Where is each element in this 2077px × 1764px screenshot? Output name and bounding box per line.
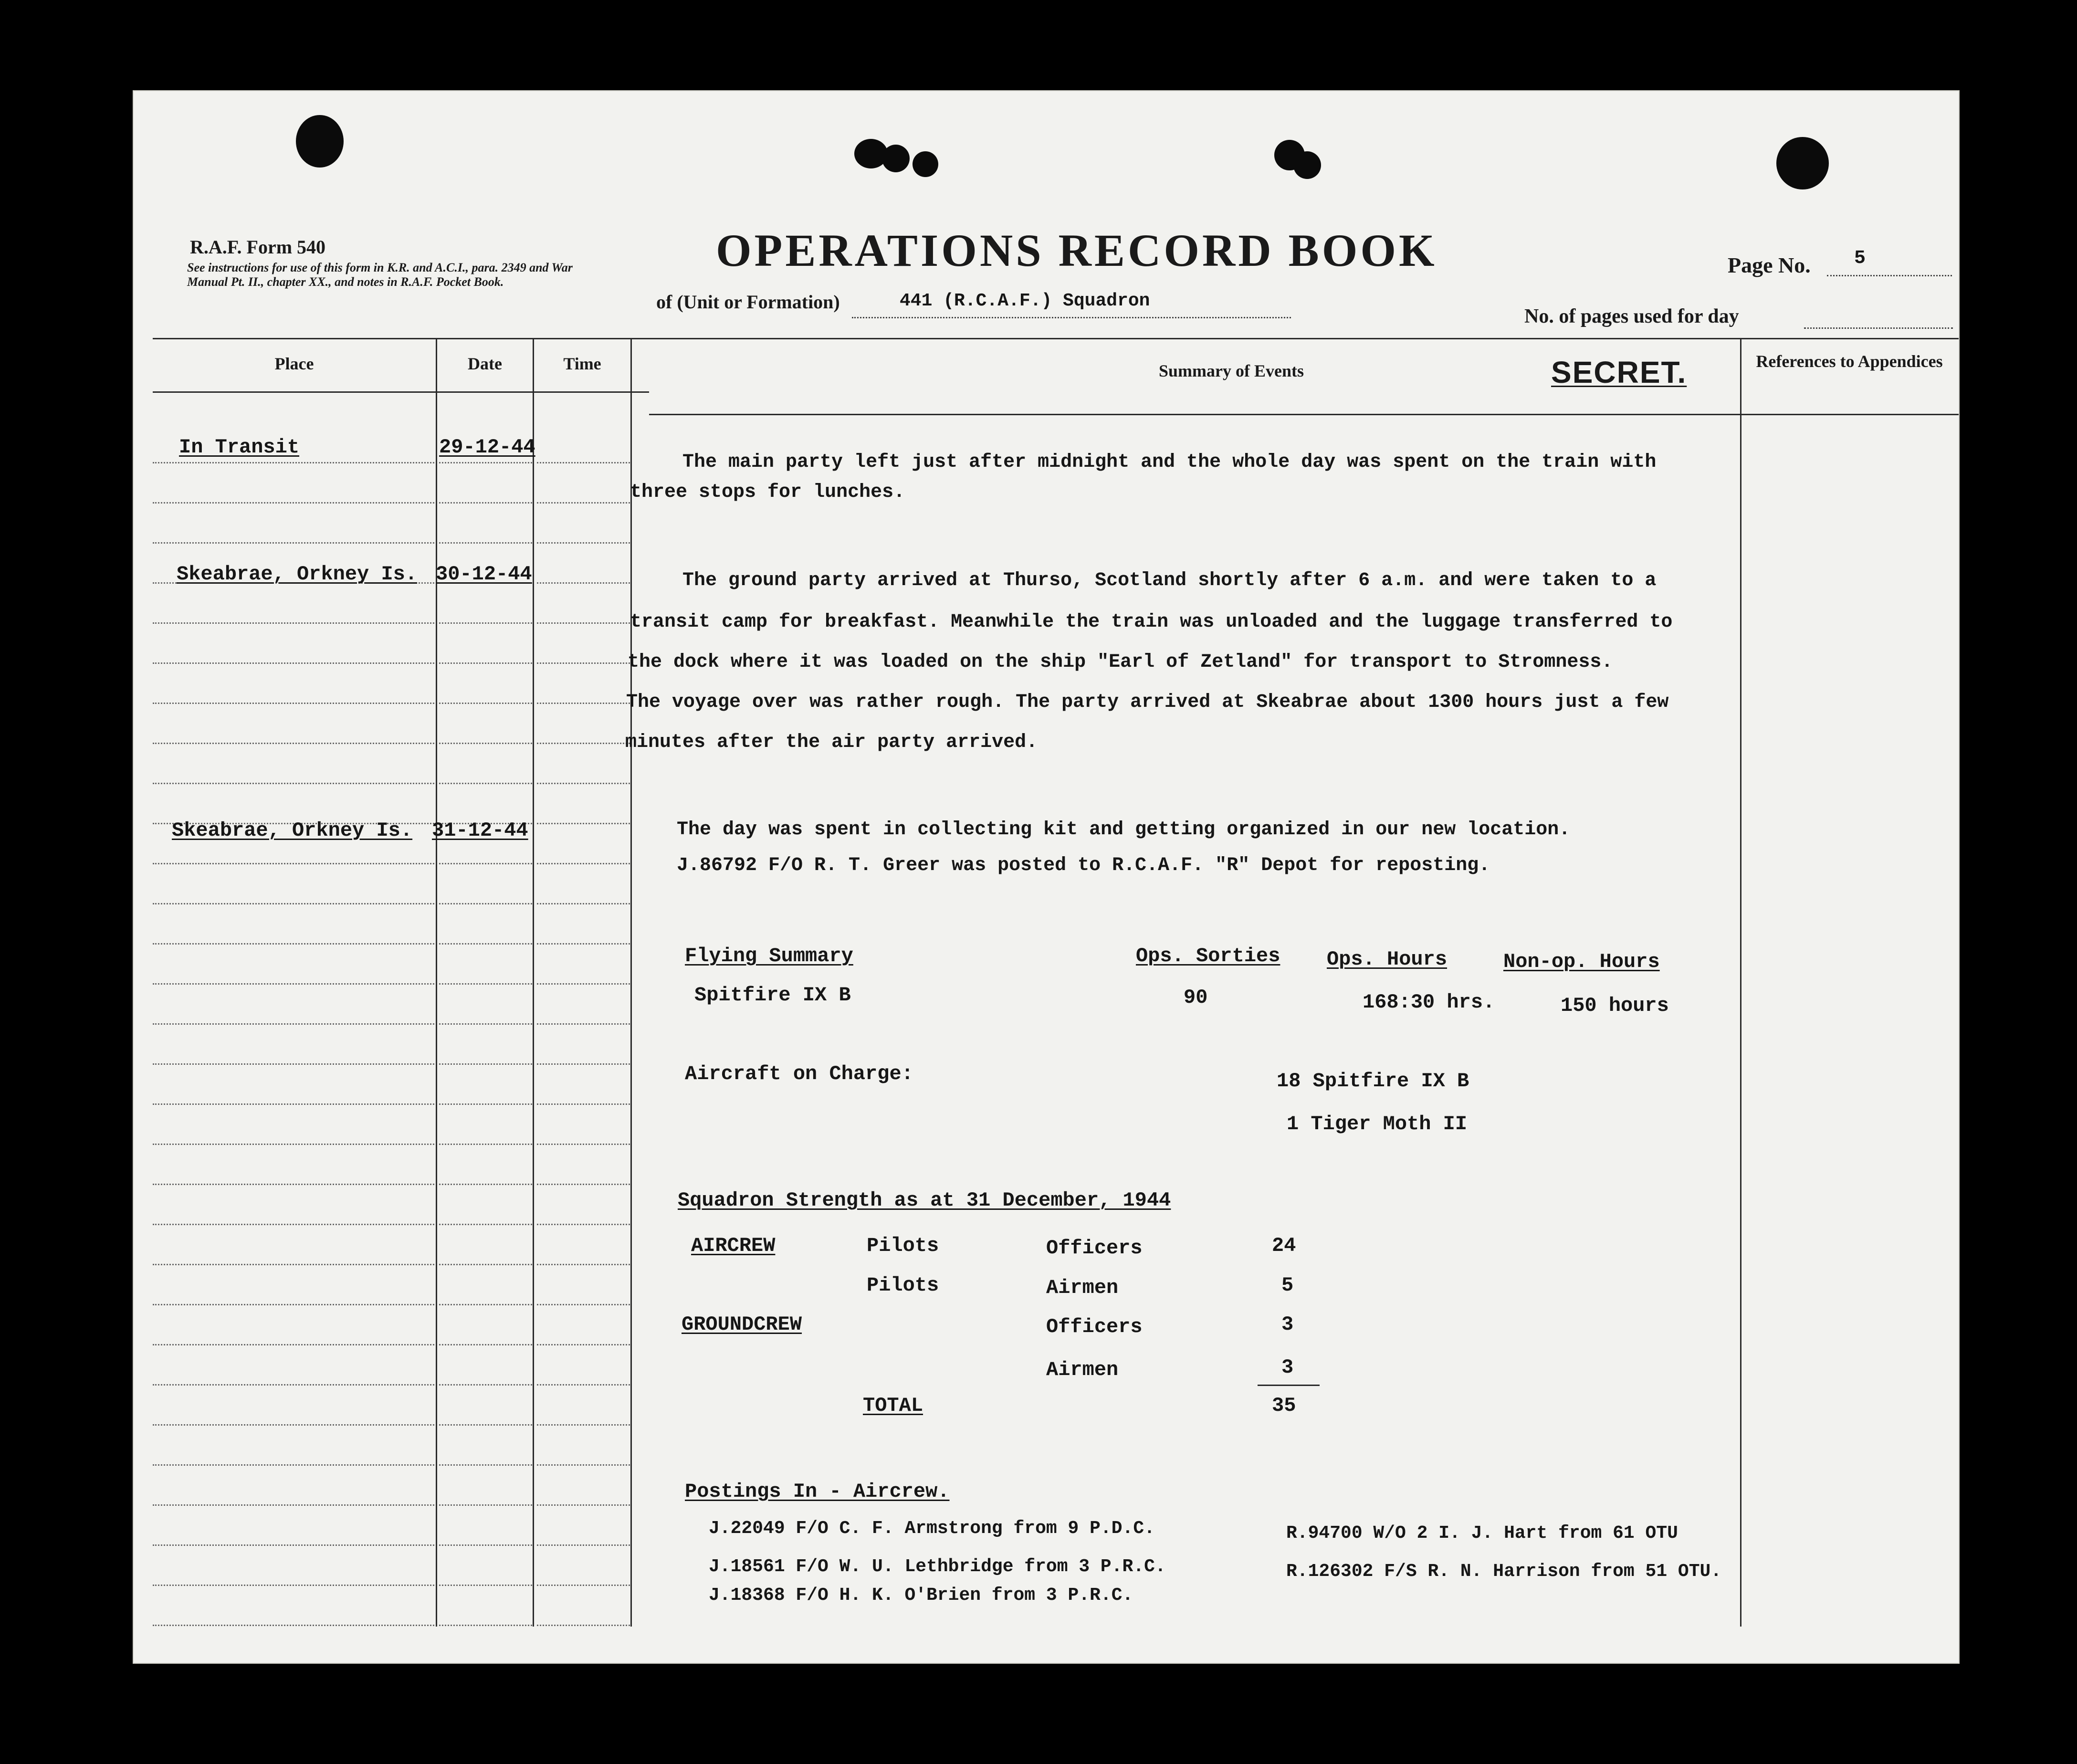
- ruled-line: [439, 983, 532, 985]
- page-number-value: 5: [1854, 248, 1866, 269]
- ruled-line: [153, 1264, 434, 1265]
- pages-used-fill-line: [1804, 327, 1953, 329]
- ruled-line: [153, 1184, 434, 1185]
- entry-summary-line: The ground party arrived at Thurso, Scotland shortly after 6 a.m. and were taken to a: [682, 570, 1657, 591]
- flying-summary-heading: Flying Summary: [685, 945, 853, 967]
- ruled-line: [537, 1344, 630, 1345]
- ruled-line: [439, 1424, 532, 1426]
- strength-total-value: 35: [1272, 1394, 1296, 1417]
- posting-entry: J.22049 F/O C. F. Armstrong from 9 P.D.C.: [709, 1518, 1155, 1539]
- pages-used-label: No. of pages used for day: [1524, 305, 1739, 327]
- ruled-line: [153, 1063, 434, 1065]
- punch-mark-2: [882, 145, 910, 172]
- ruled-line: [439, 1103, 532, 1105]
- ruled-line: [537, 1103, 630, 1105]
- postings-heading: Postings In - Aircrew.: [685, 1480, 950, 1503]
- ruled-line: [153, 863, 434, 864]
- ruled-line: [537, 622, 630, 624]
- ruled-line: [537, 703, 630, 704]
- column-header-place: Place: [274, 354, 314, 373]
- column-divider-summary: [1740, 338, 1741, 1627]
- form-number: R.A.F. Form 540: [190, 236, 326, 258]
- ruled-line: [153, 1304, 434, 1305]
- ruled-line: [439, 1063, 532, 1065]
- unit-fill-line: [852, 317, 1291, 318]
- posting-entry: J.18368 F/O H. K. O'Brien from 3 P.R.C.: [709, 1585, 1133, 1606]
- page-title: OPERATIONS RECORD BOOK: [716, 225, 1437, 276]
- binder-hole-right: [1776, 137, 1829, 189]
- column-header-rule-right: [649, 414, 1732, 415]
- flying-aircraft-type: Spitfire IX B: [694, 984, 851, 1007]
- ruled-line: [439, 783, 532, 784]
- ruled-line: [153, 743, 434, 744]
- strength-count: 24: [1272, 1234, 1296, 1257]
- strength-rank: Airmen: [1046, 1276, 1119, 1299]
- ruled-line: [439, 1023, 532, 1025]
- non-ops-hours-header: Non-op. Hours: [1503, 950, 1660, 973]
- page-number-fill-line: [1827, 275, 1952, 276]
- aircraft-on-charge-item: 1 Tiger Moth II: [1287, 1113, 1468, 1135]
- ruled-line: [537, 863, 630, 864]
- punch-mark-5: [1293, 151, 1321, 179]
- ruled-line: [439, 703, 532, 704]
- ruled-line: [439, 943, 532, 945]
- ruled-line: [153, 1103, 434, 1105]
- ruled-line: [439, 1544, 532, 1546]
- ruled-line: [537, 1264, 630, 1265]
- ruled-line: [537, 542, 630, 544]
- ruled-line: [439, 1504, 532, 1506]
- ruled-line: [153, 1544, 434, 1546]
- groundcrew-label: GROUNDCREW: [682, 1313, 802, 1336]
- ruled-line: [439, 1384, 532, 1386]
- ruled-line: [439, 1144, 532, 1145]
- ruled-line: [537, 662, 630, 664]
- ruled-line: [537, 1304, 630, 1305]
- ruled-line: [439, 1585, 532, 1586]
- ruled-line: [439, 1625, 532, 1626]
- ruled-line: [537, 1504, 630, 1506]
- ruled-line: [153, 1625, 434, 1626]
- aircraft-on-charge-heading: Aircraft on Charge:: [685, 1062, 913, 1085]
- ruled-line: [153, 983, 434, 985]
- ruled-line: [537, 1384, 630, 1386]
- entry-summary-line: transit camp for breakfast. Meanwhile the train was unloaded and the luggage transferred to: [630, 611, 1673, 633]
- posting-entry: J.18561 F/O W. U. Lethbridge from 3 P.R.C.: [709, 1556, 1166, 1577]
- ruled-line: [537, 1464, 630, 1466]
- ruled-line: [537, 1544, 630, 1546]
- aircraft-on-charge-item: 18 Spitfire IX B: [1277, 1070, 1469, 1092]
- unit-label: of (Unit or Formation): [656, 291, 840, 313]
- flying-ops-hours-value: 168:30 hrs.: [1363, 991, 1495, 1014]
- ruled-line: [439, 1224, 532, 1225]
- ruled-line: [537, 502, 630, 504]
- ruled-line: [439, 502, 532, 504]
- ruled-line: [537, 1585, 630, 1586]
- entry-date: 31-12-44: [432, 819, 528, 842]
- ruled-line: [439, 1264, 532, 1265]
- ruled-line: [537, 1625, 630, 1626]
- aircrew-label: AIRCREW: [691, 1234, 776, 1257]
- ruled-line: [153, 1464, 434, 1466]
- ruled-line: [537, 1184, 630, 1185]
- punch-mark-3: [913, 151, 938, 177]
- ruled-line: [153, 1424, 434, 1426]
- ruled-line: [439, 622, 532, 624]
- table-top-rule: [153, 338, 1960, 339]
- ops-hours-header: Ops. Hours: [1327, 948, 1448, 971]
- strength-category: Pilots: [867, 1274, 939, 1297]
- ruled-line: [153, 662, 434, 664]
- ruled-line: [439, 903, 532, 904]
- entry-place: Skeabrae, Orkney Is.: [172, 819, 413, 842]
- ruled-line: [537, 943, 630, 945]
- entry-summary-line: The voyage over was rather rough. The party arrived at Skeabrae about 1300 hours just a few: [626, 692, 1669, 713]
- column-header-date: Date: [468, 354, 502, 373]
- unit-value: 441 (R.C.A.F.) Squadron: [900, 291, 1150, 311]
- entry-summary-line: minutes after the air party arrived.: [625, 732, 1038, 753]
- ruled-line: [439, 1464, 532, 1466]
- entry-place: Skeabrae, Orkney Is.: [177, 563, 418, 586]
- column-divider-date: [533, 338, 534, 1627]
- ruled-line: [439, 863, 532, 864]
- ruled-line: [153, 542, 434, 544]
- ruled-line: [153, 502, 434, 504]
- flying-sorties-value: 90: [1184, 986, 1208, 1009]
- total-rule: [1258, 1385, 1320, 1386]
- ruled-line: [537, 1023, 630, 1025]
- entry-summary-line: three stops for lunches.: [630, 482, 905, 503]
- ruled-line: [537, 1424, 630, 1426]
- column-header-summary: Summary of Events: [1159, 361, 1304, 380]
- strength-total-label: TOTAL: [863, 1394, 923, 1417]
- ops-sorties-header: Ops. Sorties: [1136, 945, 1280, 967]
- strength-count: 3: [1281, 1313, 1294, 1336]
- entry-date: 29-12-44: [439, 436, 535, 459]
- ruled-line: [153, 783, 434, 784]
- strength-rank: Officers: [1046, 1237, 1143, 1260]
- column-header-rule-appendix: [1732, 414, 1960, 415]
- ruled-line: [439, 662, 532, 664]
- entry-summary-line: The day was spent in collecting kit and getting organized in our new location.: [677, 819, 1571, 840]
- column-header-time: Time: [563, 354, 601, 373]
- binder-hole-left: [296, 115, 344, 168]
- ruled-line: [537, 743, 630, 744]
- column-divider-time: [630, 338, 632, 1627]
- strength-category: Pilots: [867, 1234, 939, 1257]
- entry-summary-line: J.86792 F/O R. T. Greer was posted to R.C.A.F. "R" Depot for reposting.: [677, 855, 1490, 876]
- strength-rank: Airmen: [1046, 1358, 1119, 1381]
- ruled-line: [439, 462, 532, 463]
- ruled-line: [537, 783, 630, 784]
- ruled-line: [439, 743, 532, 744]
- ruled-line: [153, 1585, 434, 1586]
- form-instructions: See instructions for use of this form in K.R. and A.C.I., para. 2349 and War Manual Pt. II., chapter XX., and notes in R.A.F. Pocket Book.: [187, 261, 573, 289]
- posting-entry: R.126302 F/S R. N. Harrison from 51 OTU.: [1286, 1561, 1722, 1582]
- ruled-line: [153, 462, 434, 463]
- ruled-line: [153, 622, 434, 624]
- ruled-line: [537, 1144, 630, 1145]
- ruled-line: [439, 1344, 532, 1345]
- ruled-line: [439, 542, 532, 544]
- column-divider-place: [436, 338, 437, 1627]
- form-sheet: [133, 90, 1960, 1664]
- ruled-line: [537, 582, 630, 584]
- ruled-line: [153, 1344, 434, 1345]
- ruled-line: [537, 823, 630, 824]
- ruled-line: [153, 1384, 434, 1386]
- ruled-line: [153, 703, 434, 704]
- ruled-line: [537, 1224, 630, 1225]
- entry-summary-line: the dock where it was loaded on the ship "Earl of Zetland" for transport to Stromness.: [628, 651, 1613, 673]
- ruled-line: [153, 943, 434, 945]
- strength-count: 3: [1281, 1356, 1294, 1379]
- ruled-line: [153, 903, 434, 904]
- ruled-line: [439, 1184, 532, 1185]
- ruled-line: [153, 1504, 434, 1506]
- entry-summary-line: The main party left just after midnight and the whole day was spent on the train with: [682, 452, 1657, 473]
- strength-count: 5: [1281, 1274, 1294, 1297]
- ruled-line: [153, 1144, 434, 1145]
- strength-rank: Officers: [1046, 1315, 1143, 1338]
- ruled-line: [537, 462, 630, 463]
- flying-non-ops-hours-value: 150 hours: [1561, 994, 1669, 1017]
- strength-heading: Squadron Strength as at 31 December, 1944: [678, 1189, 1171, 1212]
- ruled-line: [537, 983, 630, 985]
- ruled-line: [537, 1063, 630, 1065]
- entry-place: In Transit: [179, 436, 300, 459]
- ruled-line: [153, 1023, 434, 1025]
- entry-date: 30-12-44: [436, 563, 532, 586]
- page-number-label: Page No.: [1728, 253, 1811, 277]
- ruled-line: [537, 903, 630, 904]
- secret-stamp: SECRET.: [1551, 355, 1687, 389]
- posting-entry: R.94700 W/O 2 I. J. Hart from 61 OTU: [1286, 1523, 1678, 1544]
- column-header-rule-left: [153, 391, 649, 393]
- column-header-references: References to Appendices: [1756, 352, 1943, 371]
- ruled-line: [439, 1304, 532, 1305]
- ruled-line: [153, 1224, 434, 1225]
